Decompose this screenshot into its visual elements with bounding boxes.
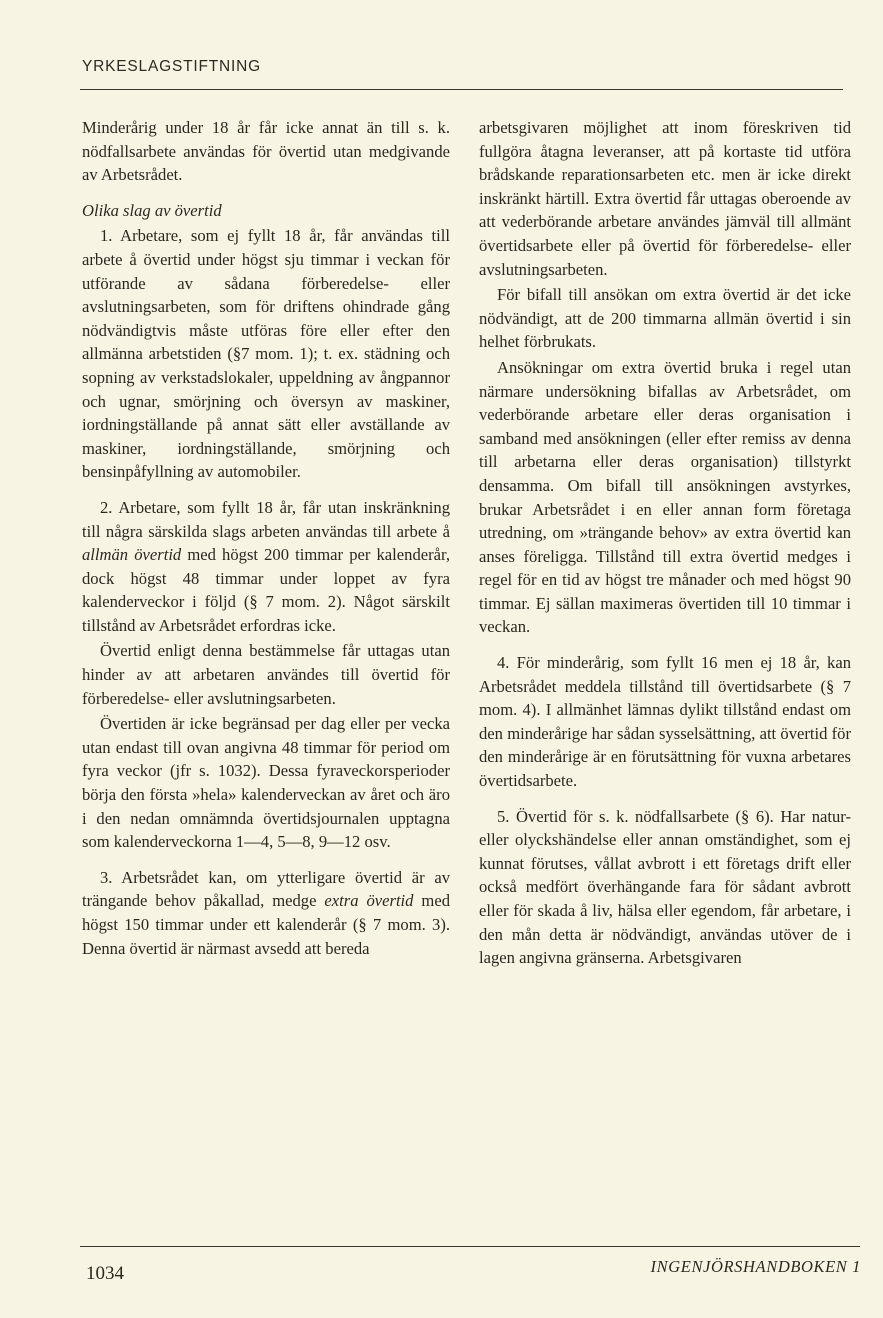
right-column <box>479 116 851 972</box>
intro-paragraph: Minderårig under 18 år får icke annat än till s. k. nödfallsarbete användas för övertid utan medgivande av Arbetsrådet. <box>82 118 450 185</box>
book-title: INGENJÖRSHANDBOKEN 1 <box>650 1257 861 1276</box>
page-number: 1034 <box>86 1263 124 1284</box>
paragraph-item-2 <box>82 496 450 638</box>
paragraph-item-3-end: med högst 150 timmar under ett kalenderår (§ 7 mom. 3). Denna övertid är närmast avsedd att bereda <box>82 891 450 958</box>
paragraph-overtid-begransad: Övertiden är icke begränsad per dag eller per vecka utan endast till ovan angivna 48 timmar för period om fyra veckor (jfr s. 1032). Dessa fyraveckorsperioder börja den första »hela» kalenderveckan av året och äro i den nedan omnämnda övertidsjournalen upptagna som kalenderveckorna 1—4, 5—8, 9—12 osv. <box>82 714 450 852</box>
header-rule <box>80 89 843 90</box>
paragraph-item-2-start: 2. Arbetare, som fyllt 18 år, får utan inskränkning till några särskilda slags arbeten användas till arbete å <box>82 497 450 541</box>
paragraph-item-4: 4. För minderårig, som fyllt 16 men ej 18 år, kan Arbetsrådet meddela tillstånd till övertidsarbete (§ 7 mom. 4). I allmänhet lämnas dylikt tillstånd endast om den minderårige har sådan sysselsättning, att övertid för den minderårige är en förutsättning för vuxna arbetares övertidsarbete. <box>479 653 851 791</box>
paragraph-overtid-uttagas: Övertid enligt denna bestämmelse får uttagas utan hinder av att arbetaren användes till övertid för förberedelse- eller avslutningsarbeten. <box>82 641 450 708</box>
left-column <box>82 116 450 962</box>
paragraph-item-5: 5. Övertid för s. k. nödfallsarbete (§ 6). Har natur- eller olyckshändelse eller annan omständighet, som ej kunnat förutses, vållat avbrott i ett företags drift eller också medfört överhängande fara för sådant avbrott eller för skada å liv, hälsa eller egendom, får arbetare, i den mån detta är nödvändigt, användas utöver de i lagen angivna gränserna. Arbetsgivaren <box>479 806 851 968</box>
section-heading: Olika slag av övertid <box>82 200 222 220</box>
paragraph-item-1: 1. Arbetare, som ej fyllt 18 år, får användas till arbete å övertid under högst sju timmar i veckan för utförande av sådana förberedelse- eller avslutningsarbeten, som för driftens ohindrade gång nödvändigtvis måste utföras före eller efter den allmänna arbetstiden (§7 mom. 1); t. ex. städning och sopning av verkstadslokaler, uppeldning av ångpannor och ugnar, smörjning och översyn av maskiner, iordningställande på annat sätt eller avställande av maskiner, iordningställande, smörjning och bensinpåfyllning av automobiler. <box>82 226 450 482</box>
paragraph-continuation: arbetsgivaren möjlighet att inom föreskriven tid fullgöra åtagna leveranser, att på kortaste tid utföra brådskande reparationsarbeten etc. men är icke direkt inskränkt härtill. Extra övertid får uttagas oberoende av att vederbörande arbetare användes jämväl till allmänt övertidsarbete eller på övertid för förberedelse- eller avslutningsarbeten. <box>479 118 851 279</box>
term-extra-overtid: extra övertid <box>324 891 414 911</box>
running-title: YRKESLAGSTIFTNING <box>82 58 261 75</box>
paragraph-item-2-end: med högst 200 timmar per kalenderår, dock högst 48 timmar under loppet av fyra kalenderveckor i följd (§ 7 mom. 2). Något särskilt tillstånd av Arbetsrådet erfordras icke. <box>82 545 451 635</box>
paragraph-ansokningar: Ansökningar om extra övertid bruka i regel utan närmare undersökning bifallas av Arbetsrådet, om vederbörande arbetare eller deras organisation i samband med ansökningen (eller efter remiss av denna till arbetarna eller deras organisation) tillstyrkt densamma. Om bifall till ansökningen avstyrkes, brukar Arbetsrådet i en eller annan form företaga utredning, om »trängande behov» av extra övertid kan anses föreligga. Tillstånd till extra övertid medges i regel för en tid av högst tre månader och med högst 90 timmar. Ej sällan maximeras övertiden till 10 timmar i veckan. <box>479 357 851 637</box>
paragraph-item-3-start: 3. Arbetsrådet kan, om ytterligare övertid är av trängande behov påkallad, medge <box>82 867 450 911</box>
term-allman-overtid: allmän övertid <box>82 545 182 565</box>
paragraph-item-3 <box>82 866 450 960</box>
paragraph-bifall: För bifall till ansökan om extra övertid är det icke nödvändigt, att de 200 timmarna allmän övertid i sin helhet förbrukats. <box>479 285 851 352</box>
footer-rule <box>80 1246 860 1247</box>
